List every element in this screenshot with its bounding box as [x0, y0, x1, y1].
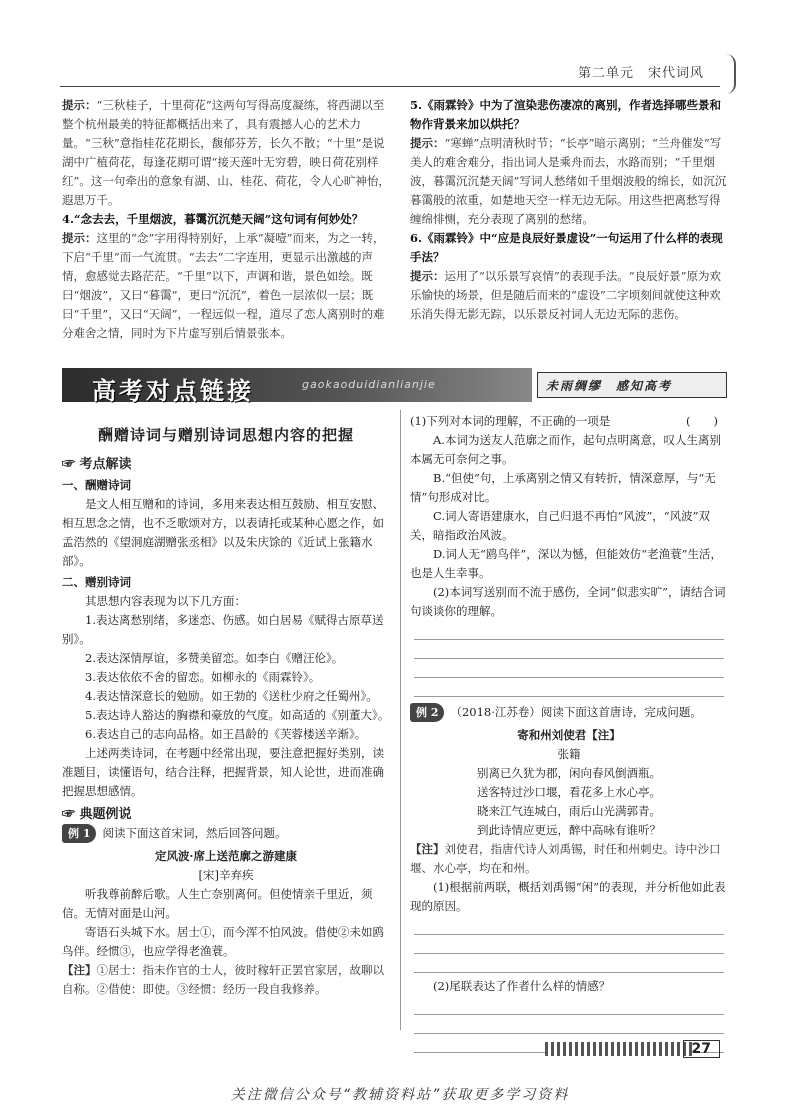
- hint-label: 提示：: [62, 231, 97, 245]
- question-6: 6.《雨霖铃》中“应是良辰好景虚设”一句运用了什么样的表现手法？: [410, 231, 723, 264]
- poem-1-line: 听我尊前醉后歌。人生亡奈别离何。但使情亲千里近，须信。无情对面是山河。: [62, 887, 373, 920]
- column-divider: [400, 410, 401, 1030]
- hint-5: [410, 134, 730, 229]
- analysis-heading: [62, 455, 390, 474]
- header-rule: [60, 86, 720, 87]
- note-text: 刘使君，指唐代诗人刘禹锡，时任和州刺史。诗中沙口堰、水心亭，均在和州。: [410, 842, 721, 875]
- answer-line[interactable]: [414, 678, 724, 697]
- paragraph-two: 其思想内容表现为以下几方面：: [85, 594, 246, 608]
- answer-line[interactable]: [414, 916, 724, 935]
- question-2: (2)本词写送别而不流于感伤，全词“似悲实旷”，请结合词句谈谈你的理解。: [410, 585, 726, 618]
- poem-1-note: [62, 961, 390, 999]
- hint-6: [410, 267, 730, 324]
- answer-line[interactable]: [414, 659, 724, 678]
- poem-2-note: [410, 840, 728, 878]
- hint-3: [62, 96, 392, 210]
- poem-2-title: 寄和州刘使君【注】: [517, 728, 621, 742]
- poem-1-author: [宋]辛弃疾: [198, 868, 254, 882]
- poem-1-title: 定风波·席上送范廓之游建康: [154, 849, 297, 863]
- example-1-prompt: [62, 824, 390, 843]
- page-header-title: 第二单元 宋代词风: [577, 66, 704, 81]
- list-item: 1.表达离愁别绪，多迷恋、伤感。如白居易《赋得古原草送别》。: [62, 613, 384, 646]
- banner-pinyin: gaokaoduidianlianjie: [302, 378, 436, 391]
- header-decoration: [722, 54, 736, 94]
- analysis-heading-label: 考点解读: [79, 457, 132, 472]
- banner-slogan: 未雨绸缪 感知高考: [546, 379, 673, 393]
- heading-two: 二、赠别诗词: [62, 575, 131, 589]
- note-text: ①居士：指未作官的士人，彼时稼轩正罢官家居，故聊以自称。②借使：即使。③经惯：经历一段自我修养。: [62, 963, 384, 996]
- top-left-column: [62, 96, 392, 343]
- answer-line[interactable]: [414, 621, 724, 640]
- answer-paren: ( ): [686, 414, 718, 428]
- question-1-text: (1)下列对本词的理解，不正确的一项是: [410, 414, 611, 428]
- page-number-stripes: [545, 1042, 695, 1056]
- list-item: 6.表达自己的志向品格。如王昌龄的《芙蓉楼送辛渐》。: [85, 727, 367, 741]
- examples-heading: [62, 805, 390, 824]
- list-item: 5.表达诗人豁达的胸襟和豪放的气度。如高适的《别董大》。: [85, 708, 390, 722]
- poem-2-line: 晓来江气连城白，雨后山光满郭青。: [477, 804, 661, 818]
- option-a: A.本词为送友人范廓之而作，起句点明离意，叹人生离别本属无可奈何之事。: [410, 433, 721, 466]
- poem-2-line: 到此诗情应更远，醉中高咏有谁听？: [477, 823, 661, 837]
- poem-2-author: 张籍: [557, 747, 581, 761]
- hint-text: “寒蝉”点明清秋时节；“长亭”暗示离别；“兰舟催发”写美人的难舍难分，指出词人是乘舟而去，水路而别；“千里烟波，暮霭沉沉楚天阔”写词人愁绪如千里烟波般的绵长，如沉沉暮霭般的浓重，如楚地天空一样无边无际。用这些把离愁写得缠绵悱恻，充分表现了离别的愁绪。: [410, 136, 727, 226]
- examples-heading-label: 典题例说: [79, 807, 132, 822]
- section-title: 酬赠诗词与赠别诗词思想内容的把握: [97, 426, 354, 444]
- poem-2-line: 送客特过沙口堰，看花多上水心亭。: [477, 785, 661, 799]
- lower-left-column: [62, 420, 390, 999]
- paragraph-one: 是文人相互赠和的诗词，多用来表达相互鼓励、相互安慰、相互思念之情，也不乏歌颂对方，以表请托或某种心愿之作，如孟浩然的《望洞庭湖赠张丞相》以及朱庆馀的《近试上张籍水部》。: [62, 497, 384, 568]
- hint-4: [62, 229, 392, 343]
- page-number: 27: [683, 1040, 720, 1058]
- example-1-badge: 例 1: [62, 824, 96, 843]
- question-1: [410, 412, 728, 431]
- list-item: 3.表达依依不舍的留恋。如柳永的《雨霖铃》。: [85, 670, 321, 684]
- top-right-column: [410, 96, 730, 324]
- banner-title: 高考对点链接: [92, 377, 254, 405]
- list-item: 2.表达深情厚谊，多赞美留恋。如李白《赠汪伦》。: [85, 651, 344, 665]
- list-item: 4.表达情深意长的勉励。如王勃的《送杜少府之任蜀州》。: [85, 689, 378, 703]
- question-4: 4.“念去去，千里烟波，暮霭沉沉楚天阔”这句词有何妙处？: [62, 212, 364, 226]
- answer-line[interactable]: [414, 935, 724, 954]
- answer-line[interactable]: [414, 996, 724, 1015]
- lower-right-column: [410, 412, 728, 1053]
- example-2-text: （2018·江苏卷）阅读下面这首唐诗，完成问题。: [450, 705, 702, 719]
- hint-text: 运用了“以乐景写哀情”的表现手法。“良辰好景”原为欢乐愉快的场景，但是随后而来的“虚设”二字顷刻间就使这种欢乐消失得无影无踪，以乐景反衬词人无边无际的悲伤。: [410, 269, 722, 321]
- option-b: B.“但使”句，上承离别之情又有转折，情深意厚，与“无情”句形成对比。: [410, 471, 716, 504]
- question-4: (2)尾联表达了作者什么样的情感？: [433, 979, 611, 993]
- hint-text: “三秋桂子，十里荷花”这两句写得高度凝练，将西湖以至整个杭州最美的特征都概括出来了，具有震撼人心的艺术力量。“三秋”意指桂花花期长，馥郁芬芳，长久不散；“十里”是说湖中广植荷花，每逢花期可谓“接天莲叶无穷碧，映日荷花别样红”。这一句牵出的意象有湖、山、桂花、荷花，令人心旷神怡，遐思万千。: [62, 98, 390, 207]
- example-1-text: 阅读下面这首宋词，然后回答问题。: [102, 826, 287, 840]
- banner-slogan-box: [537, 372, 727, 398]
- example-2-badge: 例 2: [410, 703, 444, 722]
- poem-1-line: 寄语石头城下水。居士①，而今浑不怕风波。借使②未如鸥鸟伴。经惯③，也应学得老渔蓑。: [62, 925, 384, 958]
- pointing-hand-icon: ☞: [62, 807, 76, 822]
- hint-label: 提示：: [410, 136, 445, 150]
- note-label: 【注】: [410, 842, 445, 856]
- question-5: 5.《雨霖铃》中为了渲染悲伤凄凉的离别，作者选择哪些景和物作背景来加以烘托？: [410, 98, 722, 131]
- heading-one: 一、酬赠诗词: [62, 478, 131, 492]
- poem-2-line: 别离已久犹为郡，闲向春风倒酒瓶。: [477, 766, 661, 780]
- example-2-prompt: [410, 703, 728, 722]
- option-c: C.词人寄语建康水，自己归退不再怕“风波”，“风波”双关，暗指政治风波。: [410, 509, 711, 542]
- hint-text: 这里的“念”字用得特别好，上承“凝噎”而来，为之一转，下启“千里”而一气流贯。“去去”二字连用，更显示出激越的声情，愈感觉去路茫茫。“千里”以下，声调和谐，景色如绘。既曰“烟波”，又曰“暮霭”，更曰“沉沉”，着色一层浓似一层；既曰“千里”，又曰“天阔”，一程远似一程，道尽了恋人离别时的难分难舍之情，同时为下片虚写别后情景张本。: [62, 231, 385, 340]
- answer-line[interactable]: [414, 1015, 724, 1034]
- hint-label: 提示：: [62, 98, 97, 112]
- note-label: 【注】: [62, 963, 97, 977]
- hint-label: 提示：: [410, 269, 445, 283]
- section-banner: [62, 368, 727, 405]
- answer-line[interactable]: [414, 954, 724, 973]
- option-d: D.词人无“鸥鸟伴”，深以为憾，但能效仿“老渔蓑”生活，也是人生幸事。: [410, 547, 722, 580]
- answer-line[interactable]: [414, 640, 724, 659]
- question-3: (1)根据前两联，概括刘禹锡“闲”的表现，并分析他如此表现的原因。: [410, 880, 726, 913]
- pointing-hand-icon: ☞: [62, 457, 76, 472]
- paragraph-three: 上述两类诗词，在考题中经常出现，要注意把握好类别，读准题目，读懂语句，结合注释，把握背景，知人论世，进而准确把握思想感情。: [62, 746, 384, 798]
- footer-note: 关注微信公众号“教辅资料站”获取更多学习资料: [230, 1087, 570, 1103]
